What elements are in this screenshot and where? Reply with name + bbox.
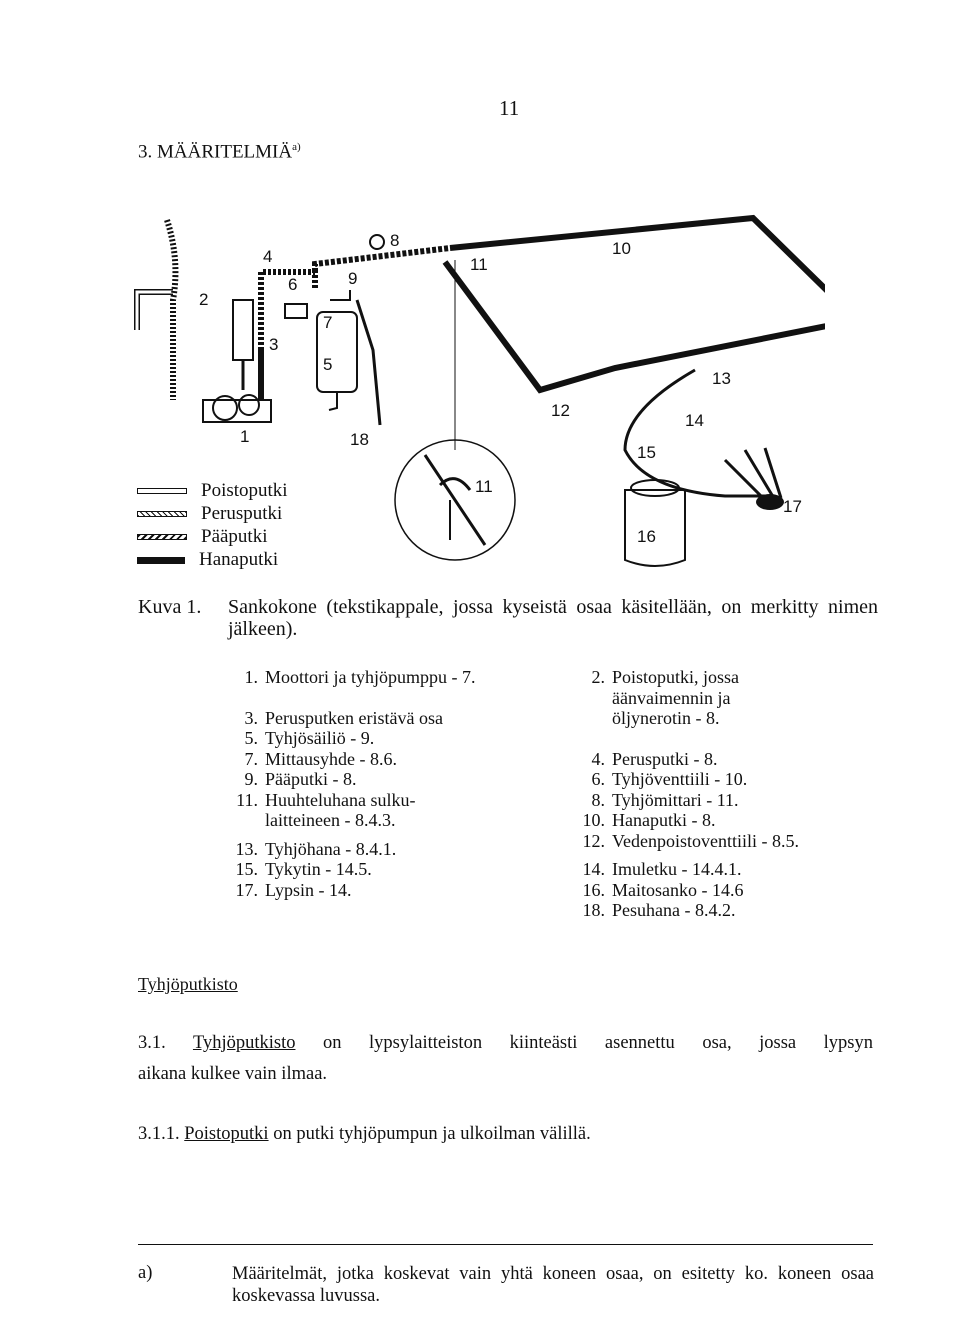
part-number: 3.: [244, 707, 258, 728]
paragraph-3-1: [138, 1033, 873, 1054]
fig-label-5: 5: [323, 355, 333, 374]
fig-label-6: 6: [288, 275, 298, 294]
part-text: Poistoputki, jossa: [612, 667, 740, 687]
oil-separator: [233, 300, 253, 360]
part-text: Imuletku - 14.4.1.: [612, 859, 742, 879]
legend-item: [137, 503, 282, 525]
caption-label: Kuva 1.: [138, 596, 202, 618]
vacuum-valve: [285, 304, 307, 318]
part-number: 15.: [235, 859, 258, 879]
section-title-footnote-mark: a): [292, 141, 301, 153]
part-number: [228, 810, 258, 831]
part-text: Tykytin - 14.5.: [265, 859, 372, 879]
legend-item: [137, 526, 268, 548]
part-item: [575, 880, 799, 901]
part-text: Perusputken eristävä osa: [265, 707, 443, 728]
milking-unit: [725, 448, 781, 500]
part-item: [228, 749, 476, 770]
part-number: 13.: [235, 838, 258, 859]
fig-label-14: 14: [685, 411, 704, 430]
legend-label: Hanaputki: [199, 549, 279, 570]
footnote-text: Määritelmät, jotka koskevat vain yhtä koneen osaa, on esitetty ko. koneen osaa koskevassa luvussa.: [232, 1264, 874, 1306]
part-text: Pesuhana - 8.4.2.: [612, 900, 736, 920]
paragraph-3-1-cont: aikana kulkee vain ilmaa.: [138, 1064, 328, 1084]
part-number: 7.: [244, 748, 258, 769]
part-text: Tyhjöhana - 8.4.1.: [265, 838, 397, 859]
measuring-connection: [330, 290, 350, 300]
part-item: [228, 728, 476, 749]
part-number: [575, 688, 605, 709]
part-text: Perusputki - 8.: [612, 748, 718, 769]
section-title-text: 3. MÄÄRITELMIÄ: [138, 141, 293, 163]
part-item: [575, 667, 799, 688]
fig-label-12: 12: [551, 401, 570, 420]
part-item: [228, 810, 476, 831]
footnote-rule: [138, 1244, 873, 1245]
fig-label-18: 18: [350, 430, 369, 449]
part-text: Mittausyhde - 8.6.: [265, 748, 397, 769]
subheading: Tyhjöputkisto: [138, 974, 238, 994]
part-text: Vedenpoistoventtiili - 8.5.: [612, 830, 799, 851]
part-number: 9.: [244, 769, 258, 789]
part-number: 1.: [244, 667, 258, 687]
para-number: 3.1.1.: [138, 1124, 180, 1144]
part-number: [575, 708, 605, 729]
fig-label-17: 17: [783, 497, 802, 516]
part-text: Moottori ja tyhjöpumppu - 7.: [265, 667, 476, 687]
main-pipe: [315, 248, 450, 272]
fig-label-3: 3: [269, 335, 279, 354]
parts-list-left: [228, 667, 476, 900]
para-term: Tyhjöputkisto: [192, 1033, 296, 1053]
part-item: [575, 749, 799, 770]
part-number: 14.: [582, 859, 605, 879]
legend-swatch-diag: [137, 534, 187, 540]
para-number: 3.1.: [138, 1033, 166, 1053]
vacuum-gauge: [370, 235, 384, 249]
part-number: 5.: [244, 728, 258, 748]
fig-label-10: 10: [612, 239, 631, 258]
tap-pipe: [445, 218, 825, 390]
fig-label-15: 15: [637, 443, 656, 462]
part-text: Hanaputki - 8.: [612, 810, 716, 830]
part-item: [228, 708, 476, 729]
para-text: on putki tyhjöpumpun ja ulkoilman välillä.: [273, 1124, 591, 1144]
wall-pipe: [167, 220, 175, 400]
footnote-label: a): [138, 1263, 153, 1283]
inset-label: 11: [475, 477, 493, 496]
caption-text: Sankokone (tekstikappale, jossa kyseistä osaa käsitellään, on merkitty nimen jälkeen).: [228, 596, 878, 640]
legend-swatch-cross: [137, 511, 187, 517]
fig-label-7: 7: [323, 313, 333, 332]
fig-label-9: 9: [348, 269, 358, 288]
part-text: Lypsin - 14.: [265, 879, 352, 900]
part-number: 18.: [582, 900, 605, 920]
part-item: [575, 859, 799, 880]
part-number: 6.: [591, 769, 605, 789]
part-number: 17.: [235, 879, 258, 900]
part-text: Huuhteluhana sulku-: [265, 789, 416, 810]
part-text: Pääputki - 8.: [265, 769, 357, 789]
fig-label-8: 8: [390, 231, 400, 250]
part-text: Tyhjömittari - 11.: [612, 789, 739, 810]
part-number: 2.: [591, 667, 605, 687]
part-number: 4.: [591, 748, 605, 769]
part-number: 8.: [591, 789, 605, 810]
part-number: 10.: [582, 810, 605, 830]
drain-line: [357, 300, 380, 425]
exhaust-pipe: [137, 292, 173, 330]
part-number: 16.: [582, 879, 605, 900]
part-item: [575, 769, 799, 790]
part-item: [228, 880, 476, 901]
part-text: äänvaimennin ja: [612, 687, 731, 708]
part-item: [575, 831, 799, 852]
part-item: [228, 667, 476, 688]
part-item: [575, 790, 799, 811]
fig-label-13: 13: [712, 369, 731, 388]
legend-swatch-solid: [137, 557, 185, 564]
para-term: Poistoputki: [184, 1124, 269, 1144]
fig-label-2: 2: [199, 290, 209, 309]
part-text: Tyhjösäiliö - 9.: [265, 728, 375, 748]
part-item: [228, 769, 476, 790]
part-text: Tyhjöventtiili - 10.: [612, 769, 748, 789]
legend-swatch-outline: [137, 488, 187, 494]
legend-label: Perusputki: [201, 503, 283, 524]
para-text: on lypsylaitteiston kiinteästi asennettu osa, jossa lypsyn: [323, 1033, 873, 1053]
legend-label: Pääputki: [201, 526, 268, 547]
fig-label-1: 1: [240, 427, 250, 446]
part-number: 12.: [582, 830, 605, 851]
legend-item: [137, 549, 278, 571]
fig-label-11: 11: [470, 255, 488, 274]
part-number: 11.: [236, 789, 258, 810]
paragraph-3-1-1: [138, 1124, 591, 1145]
part-item: [228, 859, 476, 880]
section-title: [138, 141, 301, 163]
part-text: öljynerotin - 8.: [612, 708, 720, 728]
part-text: Maitosanko - 14.6: [612, 879, 744, 900]
part-item: [228, 790, 476, 811]
page-number: 11: [499, 96, 520, 120]
part-text: laitteineen - 8.4.3.: [265, 810, 396, 830]
legend-label: Poistoputki: [201, 480, 288, 501]
part-item: [575, 708, 799, 729]
fig-label-4: 4: [263, 247, 273, 266]
legend-item: [137, 480, 288, 502]
fig-label-16: 16: [637, 527, 656, 546]
part-item: [228, 839, 476, 860]
part-item: [575, 900, 799, 921]
part-item: [575, 810, 799, 831]
part-item: [575, 688, 799, 709]
parts-list-right: [575, 667, 799, 921]
